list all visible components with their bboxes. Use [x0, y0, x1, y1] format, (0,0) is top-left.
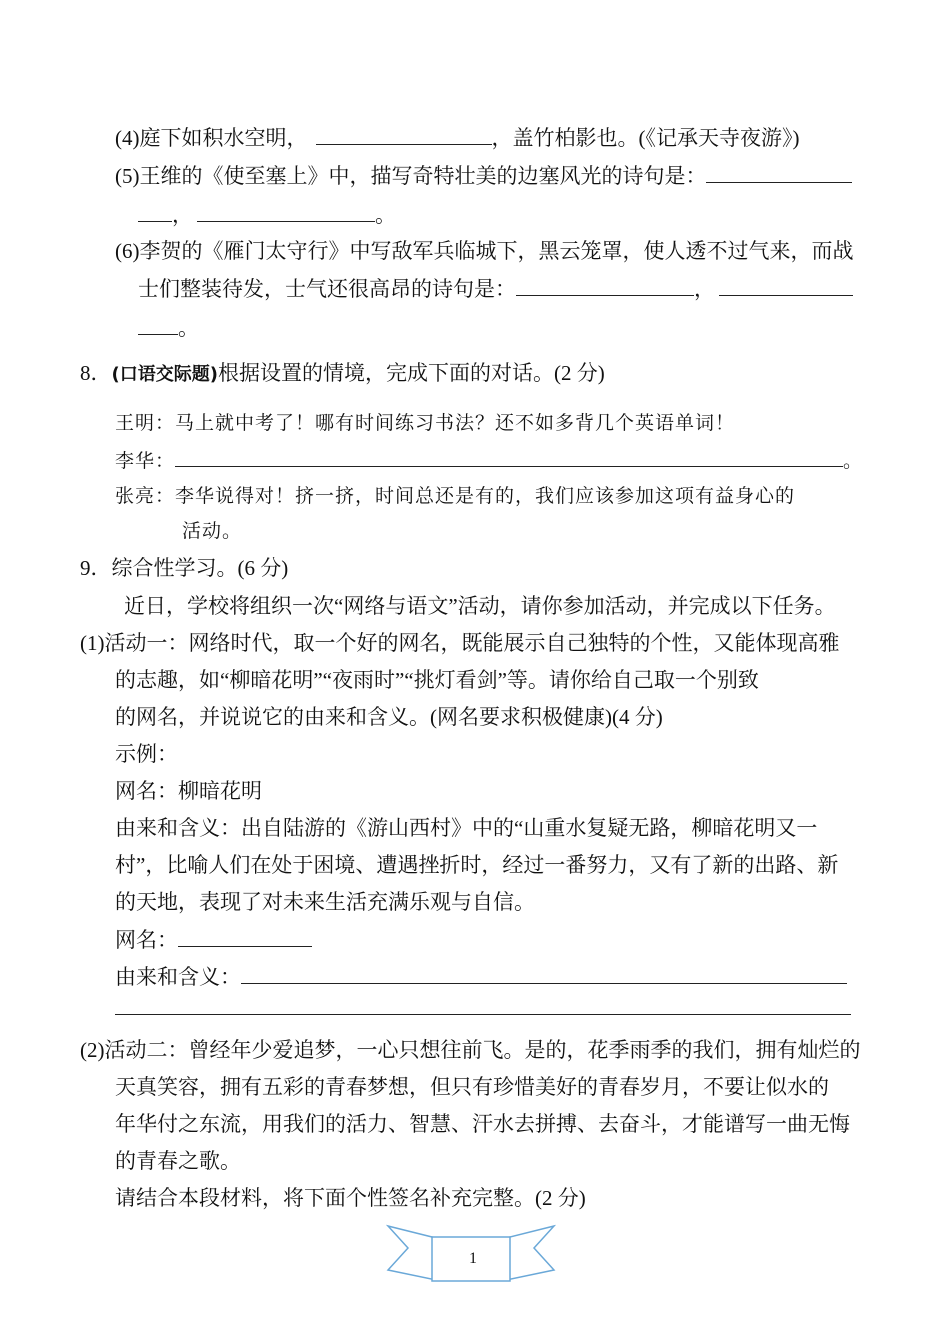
meaning-answer-line2[interactable]	[115, 1014, 851, 1015]
q9-act1-line3: 的网名，并说说它的由来和含义。(网名要求积极健康)(4 分)	[115, 705, 663, 729]
q9-act1-line1: (1)活动一：网络时代，取一个好的网名，既能展示自己独特的个性，又能体现高雅	[80, 631, 840, 655]
q9-act2-task: 请结合本段材料，将下面个性签名补充完整。(2 分)	[115, 1186, 586, 1210]
meaning-answer-blank[interactable]	[241, 961, 847, 984]
q7-item6-line2: 士们整装待发，士气还很高昂的诗句是： ，	[138, 273, 853, 304]
answer-blank[interactable]	[197, 199, 375, 222]
answer-blank[interactable]	[706, 160, 852, 183]
q9-act2-line4: 的青春之歌。	[115, 1149, 241, 1173]
answer-meaning-row: 由来和含义：	[115, 961, 847, 992]
q7-item5-line1: (5)王维的《使至塞上》中，描写奇特壮美的边塞风光的诗句是：	[115, 160, 852, 191]
q9-act2-line2: 天真笑容，拥有五彩的青春梦想，但只有珍惜美好的青春岁月，不要让似水的	[115, 1075, 829, 1099]
dialog-zhangliang: 张亮：李华说得对！挤一挤，时间总还是有的，我们应该参加这项有益身心的	[115, 485, 796, 507]
page-number: 1	[469, 1250, 477, 1267]
example-meaning-line3: 的天地，表现了对未来生活充满乐观与自信。	[115, 890, 535, 914]
q7-item6-line3: 。	[138, 312, 199, 343]
example-meaning-line2: 村”，比喻人们在处于困境、遭遇挫折时，经过一番努力，又有了新的出路、新	[115, 853, 839, 877]
q7-item4: (4)庭下如积水空明， ，盖竹柏影也。(《记承天寺夜游》)	[115, 122, 800, 153]
q9-act2-line1: (2)活动二：曾经年少爱追梦，一心只想往前飞。是的，花季雨季的我们，拥有灿烂的	[80, 1038, 861, 1062]
answer-blank[interactable]	[516, 273, 694, 296]
example-meaning-line1: 由来和含义：出自陆游的《游山西村》中的“山重水复疑无路，柳暗花明又一	[115, 816, 818, 840]
q9-act1-line2: 的志趣，如“柳暗花明”“夜雨时”“挑灯看剑”等。请你给自己取一个别致	[115, 668, 759, 692]
q9-act2-line3: 年华付之东流，用我们的活力、智慧、汗水去拼搏、去奋斗，才能谱写一曲无悔	[115, 1112, 850, 1136]
answer-blank[interactable]	[719, 273, 853, 296]
dialog-zhangliang-cont: 活动。	[182, 520, 243, 542]
example-label: 示例：	[115, 742, 178, 766]
q7-item5-line2: ， 。	[138, 199, 396, 230]
name-answer-blank[interactable]	[178, 924, 312, 947]
dialog-wangming: 王明：马上就中考了！哪有时间练习书法？还不如多背几个英语单词！	[115, 412, 736, 434]
answer-blank[interactable]	[138, 312, 178, 335]
dialog-lihua: 李华： 。	[115, 444, 863, 476]
q9-intro: 近日，学校将组织一次“网络与语文”活动，请你参加活动，并完成以下任务。	[124, 594, 836, 618]
q7-item6-line1: (6)李贺的《雁门太守行》中写敌军兵临城下，黑云笼罩，使人透不过气来，而战	[115, 239, 854, 263]
answer-blank[interactable]	[138, 199, 172, 222]
example-name: 网名：柳暗花明	[115, 779, 262, 803]
answer-blank[interactable]	[316, 122, 492, 145]
q9-title: 9．综合性学习。(6 分)	[80, 556, 289, 580]
answer-name-row: 网名：	[115, 924, 312, 955]
q8-stem: 8．(口语交际题)根据设置的情境，完成下面的对话。(2 分)	[80, 361, 605, 385]
answer-blank[interactable]	[175, 444, 843, 467]
